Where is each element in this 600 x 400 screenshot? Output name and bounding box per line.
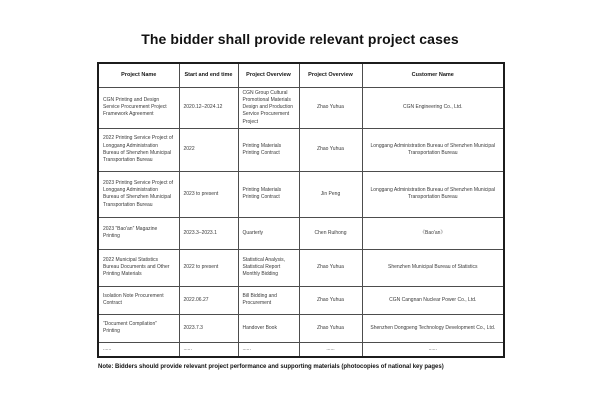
note-text: Note: Bidders should provide relevant project performance and supporting materials (photocopies of national key pages) [98,364,444,370]
table-cell: 2020.12–2024.12 [179,87,238,128]
table-cell: CGN Engineering Co., Ltd. [362,87,504,128]
table-cell: Longgang Administration Bureau of Shenzhen Municipal Transportation Bureau [362,171,504,217]
table-cell: 2023.7.3 [179,314,238,342]
table-cell: 2023.3–2023.1 [179,217,238,249]
table-cell: 2023 “Bao'an” Magazine Printing [98,217,179,249]
project-cases-table [97,62,505,358]
table-row [98,249,504,286]
table-body [98,87,504,357]
table-cell: CGN Printing and Design Service Procurement Project Framework Agreement [98,87,179,128]
col-header-project-overview-1: Project Overview [238,63,299,87]
table-cell: ...... [238,342,299,357]
table-cell: Bill Bidding and Procurement [238,286,299,314]
table-cell: 2023 Printing Service Project of Longgang Administration Bureau of Shenzhen Municipal Transportation Bureau [98,171,179,217]
table-row [98,128,504,171]
table-cell: “Document Compilation” Printing [98,314,179,342]
table-cell: 2022 to present [179,249,238,286]
table-cell: Zhao Yuhua [299,249,362,286]
table-cell: Longgang Administration Bureau of Shenzhen Municipal Transportation Bureau [362,128,504,171]
table-cell: 2022 Printing Service Project of Longgang Administration Bureau of Shenzhen Municipal Transportation Bureau [98,128,179,171]
col-header-customer-name: Customer Name [362,63,504,87]
table-cell: Isolation Note Procurement Contract [98,286,179,314]
page-title: The bidder shall provide relevant project cases [141,31,459,47]
table-cell: Chen Ruihong [299,217,362,249]
table-cell: Jin Peng [299,171,362,217]
table-cell: 《Bao'an》 [362,217,504,249]
table-cell: ...... [179,342,238,357]
table-cell: Printing Materials Printing Contract [238,128,299,171]
table-cell: CGN Group Cultural Promotional Materials Design and Production Service Procurement Project [238,87,299,128]
table-cell: ...... [98,342,179,357]
table-cell: 2022 Municipal Statistics Bureau Documents and Other Printing Materials [98,249,179,286]
table-cell: Quarterly [238,217,299,249]
table-row [98,286,504,314]
table-row [98,171,504,217]
table-row [98,87,504,128]
table-cell: Statistical Analysis, Statistical Report Monthly Bidding [238,249,299,286]
table-cell: 2023 to present [179,171,238,217]
table-cell: Zhao Yuhua [299,314,362,342]
table-cell: Shenzhen Dongpeng Technology Development Co., Ltd. [362,314,504,342]
table-row [98,314,504,342]
table-cell: Zhao Yuhua [299,87,362,128]
table-cell: 2022 [179,128,238,171]
table-header [98,63,504,87]
col-header-project-name: Project Name [98,63,179,87]
col-header-project-overview-2: Project Overview [299,63,362,87]
table-cell: Zhao Yuhua [299,286,362,314]
table-row [98,342,504,357]
table-row [98,217,504,249]
table-cell: Zhao Yuhua [299,128,362,171]
table-cell: ...... [299,342,362,357]
table-cell: ...... [362,342,504,357]
table-cell: 2022.06.27 [179,286,238,314]
col-header-start-end-time: Start and end time [179,63,238,87]
table-cell: Shenzhen Municipal Bureau of Statistics [362,249,504,286]
header-row [98,63,504,87]
table-cell: CGN Cangnan Nuclear Power Co., Ltd. [362,286,504,314]
table-cell: Printing Materials Printing Contract [238,171,299,217]
table-cell: Handover Book [238,314,299,342]
